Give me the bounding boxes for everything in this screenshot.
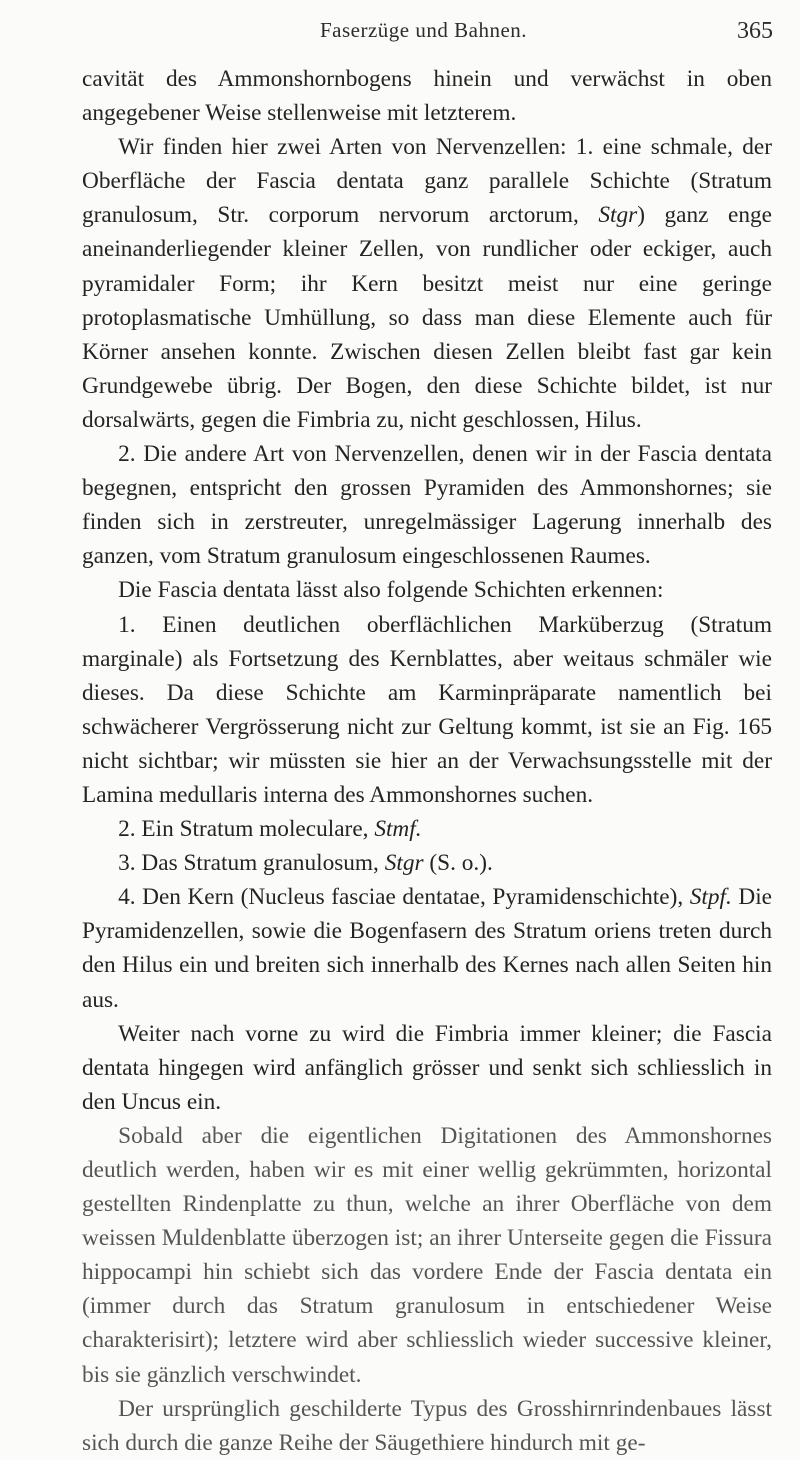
page-number: 365 xyxy=(737,18,773,44)
text-run: 3. Das Stratum granulosum, xyxy=(118,850,385,877)
list-item-molecular-layer xyxy=(82,812,772,846)
text-run: 4. Den Kern (Nucleus fasciae dentatae, Pyramidenschichte), xyxy=(118,884,690,911)
abbreviation: Stpf. xyxy=(689,884,732,911)
text-run: 2. Ein Stratum moleculare, xyxy=(118,816,375,843)
abbreviation: Stgr xyxy=(598,202,638,229)
page-header xyxy=(0,18,800,48)
paragraph-continuation: cavität des Ammonshornbogens hinein und verwächst in oben angegebener Weise stellenweise mit letzterem. xyxy=(82,66,772,127)
paragraph-cortex-type: Der ursprünglich geschilderte Typus des Grosshirnrindenbaues lässt sich durch die ganze Reihe der Säugethiere hindurch mit ge- xyxy=(82,1395,772,1456)
text-run: (S. o.). xyxy=(423,850,493,877)
body-text xyxy=(82,62,772,1460)
text-run: ) ganz enge aneinanderliegender kleiner Zellen, von rundlicher oder eckiger, auch pyramidaler Form; ihr Kern besitzt meist nur eine geringe protoplasmatische Umhüllung, so dass man diese Elemente auch für Körner ansehen konnte. Zwischen diesen Zellen bleibt fast gar kein Grundgewebe übrig. Der Bogen, den diese Schichte bildet, ist nur dorsalwärts, gegen die Fimbria zu, nicht geschlossen, Hilus. xyxy=(82,202,772,433)
paragraph-layers-intro: Die Fascia dentata lässt also folgende Schichten erkennen: xyxy=(118,577,664,604)
paragraph-fimbria: Weiter nach vorne zu wird die Fimbria immer kleiner; die Fascia dentata hingegen wird anfänglich grösser und senkt sich schliesslich in den Uncus ein. xyxy=(82,1020,772,1115)
paragraph-pyramidal-cells: 2. Die andere Art von Nervenzellen, denen wir in der Fascia dentata begegnen, entspricht den grossen Pyramiden des Ammonshornes; sie finden sich in zerstreuter, unregelmässiger Lagerung innerhalb des ganzen, vom Stratum granulosum eingeschlossenen Raumes. xyxy=(82,441,772,570)
list-item-marginal-layer: 1. Einen deutlichen oberflächlichen Marküberzug (Stratum marginale) als Fortsetzung des Kernblattes, aber weitaus schmäler wie dieses. Da diese Schichte am Karminpräparate namentlich bei schwächerer Vergrösserung nicht zur Geltung kommt, ist sie an Fig. 165 nicht sichtbar; wir müssten sie hier an der Verwachsungsstelle mit der Lamina medullaris interna des Ammonshornes suchen. xyxy=(82,611,772,808)
abbreviation: Stmf. xyxy=(374,816,422,843)
list-item-nucleus xyxy=(82,880,772,1016)
running-title: Faserzüge und Bahnen. xyxy=(320,18,528,42)
paragraph-digitations: Sobald aber die eigentlichen Digitationen des Ammonshornes deutlich werden, haben wir es mit einer wellig gekrümmten, horizontal gestellten Rindenplatte zu thun, welche an ihrer Oberfläche von dem weissen Muldenblatte überzogen ist; an ihrer Unterseite gegen die Fissura hippocampi hin schiebt sich das vordere Ende der Fascia dentata ein (immer durch das Stratum granulosum in entschiedener Weise charakterisirt); letztere wird aber schliesslich wieder successive kleiner, bis sie gänzlich verschwindet. xyxy=(82,1122,772,1388)
text-run: Die Pyramidenzellen, sowie die Bogenfasern des Stratum oriens treten durch den Hilus ein und breiten sich innerhalb des Kernes nach allen Seiten hin aus. xyxy=(82,884,773,1013)
paragraph-granule-cells xyxy=(82,130,772,437)
list-item-granular-layer xyxy=(82,846,772,880)
abbreviation: Stgr xyxy=(384,850,424,877)
text-run: Wir finden hier zwei Arten von Nervenzellen: 1. eine schmale, der Oberfläche der Fascia dentata ganz parallele Schichte (Stratum granulosum, Str. corporum nervorum arctorum, xyxy=(82,134,772,229)
